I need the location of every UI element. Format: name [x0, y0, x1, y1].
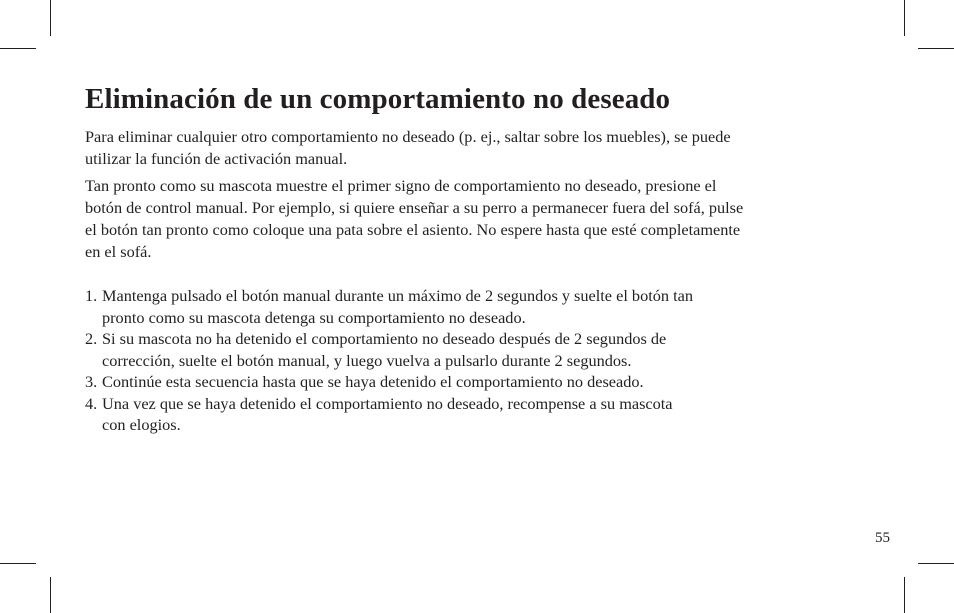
- steps-list: [85, 285, 885, 436]
- crop-mark-top-right-vertical: [904, 0, 905, 36]
- step-line: Una vez que se haya detenido el comportamiento no deseado, recompense a su mascota: [102, 393, 673, 413]
- step-line: Si su mascota no ha detenido el comportamiento no deseado después de 2 segundos de: [102, 329, 667, 348]
- step-item: [85, 371, 885, 393]
- step-line: Continúe esta secuencia hasta que se haya detenido el comportamiento no deseado.: [102, 372, 644, 391]
- intro-paragraph: [85, 126, 885, 170]
- crop-mark-bottom-right-horizontal: [918, 563, 954, 564]
- paragraph-line: en el sofá.: [85, 242, 152, 261]
- crop-mark-top-right-horizontal: [918, 48, 954, 49]
- step-item: [85, 393, 885, 436]
- paragraph-line: utilizar la función de activación manual.: [85, 149, 348, 168]
- crop-mark-bottom-left-horizontal: [0, 563, 36, 564]
- page-title: Eliminación de un comportamiento no deseado: [85, 83, 671, 115]
- crop-mark-top-left-horizontal: [0, 48, 36, 49]
- crop-mark-bottom-left-vertical: [50, 577, 51, 613]
- step-number: 2.: [85, 329, 98, 348]
- step-number: 3.: [85, 372, 98, 391]
- crop-mark-top-left-vertical: [50, 0, 51, 36]
- step-text: [102, 371, 885, 393]
- paragraph-line: botón de control manual. Por ejemplo, si quiere enseñar a su perro a permanecer fuera del sofá, pulse: [85, 198, 744, 217]
- step-text: [102, 328, 885, 371]
- step-text: [102, 285, 885, 328]
- step-text: [102, 393, 885, 436]
- step-line: pronto como su mascota detenga su comportamiento no deseado.: [102, 307, 526, 327]
- step-item: [85, 285, 885, 328]
- paragraph-line: Tan pronto como su mascota muestre el primer signo de comportamiento no deseado, presione el: [85, 176, 717, 195]
- crop-mark-bottom-right-vertical: [904, 577, 905, 613]
- paragraph-line: Para eliminar cualquier otro comportamiento no deseado (p. ej., saltar sobre los muebles), se puede: [85, 127, 731, 146]
- step-line: Mantenga pulsado el botón manual durante un máximo de 2 segundos y suelte el botón tan: [102, 286, 693, 305]
- paragraph-line: el botón tan pronto como coloque una pata sobre el asiento. No espere hasta que esté completamente: [85, 220, 741, 239]
- page-number: 55: [875, 530, 890, 546]
- step-item: [85, 328, 885, 371]
- step-line: corrección, suelte el botón manual, y luego vuelva a pulsarlo durante 2 segundos.: [102, 350, 632, 370]
- step-number: 4.: [85, 393, 98, 413]
- page-content: [85, 82, 885, 436]
- step-number: 1.: [85, 286, 98, 305]
- step-line: con elogios.: [102, 415, 181, 434]
- example-paragraph: [85, 175, 885, 263]
